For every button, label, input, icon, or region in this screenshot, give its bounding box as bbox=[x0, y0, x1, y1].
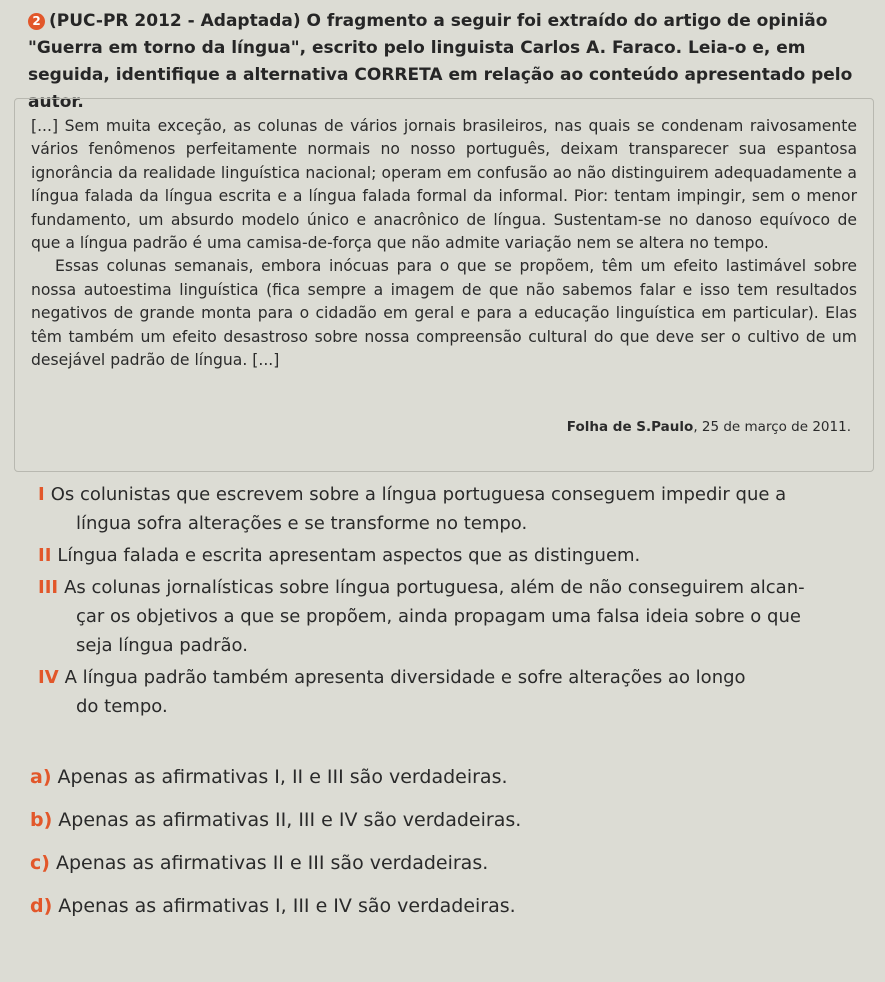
statement-text-cont: língua sofra alterações e se transforme no tempo. bbox=[76, 513, 528, 534]
option-letter: c) bbox=[30, 852, 50, 874]
statement-text: As colunas jornalísticas sobre língua portuguesa, além de não conseguirem alcan- bbox=[64, 577, 805, 598]
option-text: Apenas as afirmativas II, III e IV são verdadeiras. bbox=[58, 809, 522, 831]
option-letter: a) bbox=[30, 766, 52, 788]
source-date: , 25 de março de 2011. bbox=[693, 419, 851, 435]
excerpt-paragraph-2: Essas colunas semanais, embora inócuas para o que se propõem, têm um efeito lastimável sobre nossa autoestima linguística (fica sempre a imagem de que não sabemos falar e isso tem resultados negativos de grande monta para o cidadão em geral e para a educação linguística em particular). Elas têm também um efeito desastroso sobre nossa compreensão cultural do que deve ser o cultivo de um desejável padrão de língua. [...] bbox=[31, 257, 857, 370]
question-prompt: (PUC-PR 2012 - Adaptada) O fragmento a seguir foi extraído do artigo de opinião "Guerra em torno da língua", escrito pelo linguista Carlos A. Faraco. Leia-o e, em seguida, identifique a alternativa CORRETA em relação ao conteúdo apresentado pelo autor. bbox=[28, 11, 853, 112]
excerpt-box bbox=[14, 98, 874, 472]
statement-2 bbox=[38, 541, 848, 570]
option-a[interactable] bbox=[30, 758, 840, 796]
excerpt-source bbox=[567, 419, 851, 435]
option-text: Apenas as afirmativas I, III e IV são verdadeiras. bbox=[58, 895, 516, 917]
option-d[interactable] bbox=[30, 887, 840, 925]
option-b[interactable] bbox=[30, 801, 840, 839]
option-letter: d) bbox=[30, 895, 53, 917]
option-letter: b) bbox=[30, 809, 53, 831]
statements-list bbox=[38, 480, 848, 724]
statement-number: IV bbox=[38, 667, 59, 688]
answer-options bbox=[30, 758, 840, 930]
option-c[interactable] bbox=[30, 844, 840, 882]
statement-text-cont: çar os objetivos a que se propõem, ainda propagam uma falsa ideia sobre o que bbox=[76, 606, 801, 627]
statement-text-cont: seja língua padrão. bbox=[76, 635, 248, 656]
option-text: Apenas as afirmativas I, II e III são verdadeiras. bbox=[57, 766, 508, 788]
option-text: Apenas as afirmativas II e III são verdadeiras. bbox=[55, 852, 489, 874]
question-number-badge: 2 bbox=[28, 13, 45, 30]
statement-text: A língua padrão também apresenta diversidade e sofre alterações ao longo bbox=[64, 667, 746, 688]
statement-number: I bbox=[38, 484, 45, 505]
excerpt-paragraph-1: [...] Sem muita exceção, as colunas de vários jornais brasileiros, nas quais se condenam raivosamente vários fenômenos perfeitamente normais no nosso português, deixam transparecer sua espantosa ignorância da realidade linguística nacional; operam em confusão ao não distinguirem adequadamente a língua falada da língua escrita e a língua falada formal da informal. Pior: tentam impingir, sem o menor fundamento, um absurdo modelo único e anacrônico de língua. Sustentam-se no danoso equívoco de que a língua padrão é uma camisa-de-força que não admite variação nem se altera no tempo. bbox=[31, 117, 857, 253]
statement-4 bbox=[38, 663, 848, 721]
statement-1 bbox=[38, 480, 848, 538]
statement-3 bbox=[38, 573, 848, 660]
statement-number: II bbox=[38, 545, 52, 566]
statement-text-cont: do tempo. bbox=[76, 696, 168, 717]
statement-text: Língua falada e escrita apresentam aspectos que as distinguem. bbox=[57, 545, 641, 566]
statement-number: III bbox=[38, 577, 59, 598]
statement-text: Os colunistas que escrevem sobre a língua portuguesa conseguem impedir que a bbox=[50, 484, 787, 505]
source-newspaper: Folha de S.Paulo bbox=[566, 419, 694, 435]
